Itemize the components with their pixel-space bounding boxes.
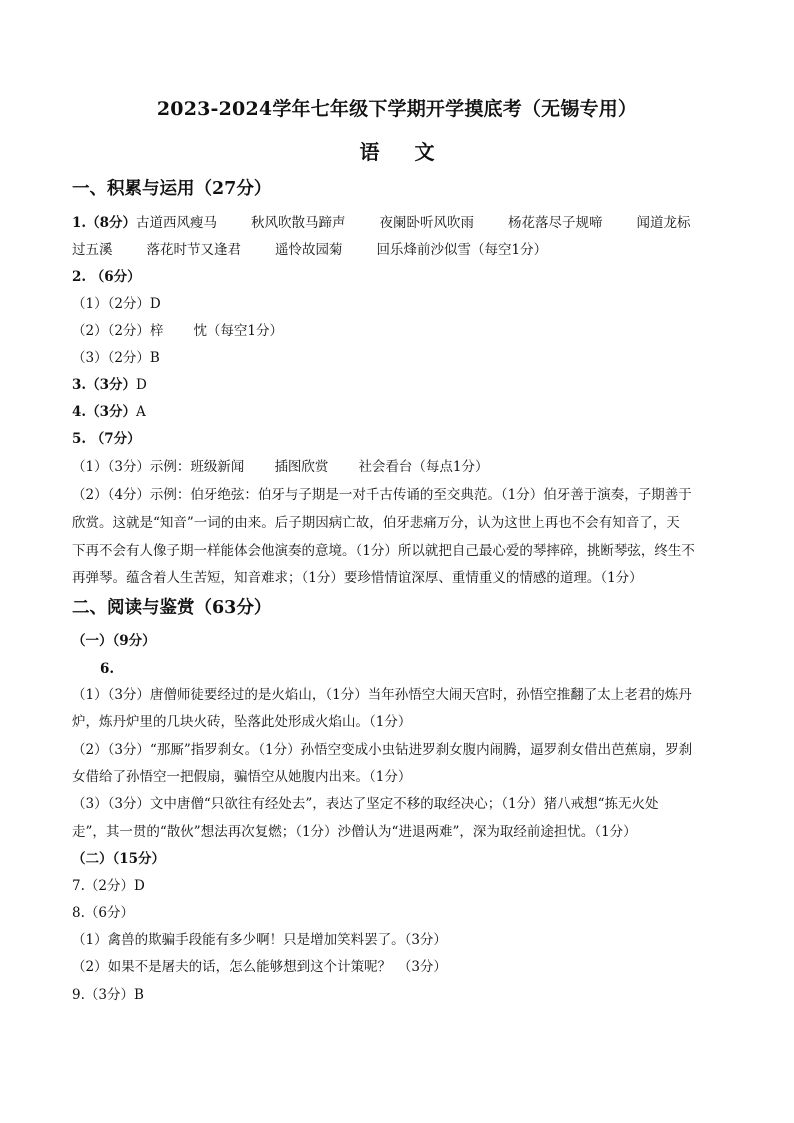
- q1-item: 遥怜故园菊: [275, 242, 343, 258]
- q6-answer-1-line-2: 炉，炼丹炉里的几块火砖，坠落此处形成火焰山。（1分）: [72, 714, 412, 730]
- q5-label: 5. （7分）: [72, 431, 141, 447]
- q1-item: 古道西风瘦马: [136, 215, 217, 231]
- q8-answer-1: （1）禽兽的欺骗手段能有多少啊！只是增加笑料罢了。（3分）: [72, 932, 447, 948]
- q5-answer-2-line-2: 欣赏。这就是“知音”一词的由来。后子期因病亡故，伯牙悲痛万分，认为这世上再也不会有知音了，天: [72, 515, 680, 531]
- q8-line: 8.（6分）: [72, 905, 134, 921]
- section-heading-1: 一、积累与运用（27分）: [72, 179, 272, 199]
- q6-answer-1-line-1: （1）（3分）唐僧师徒要经过的是火焰山，（1分）当年孙悟空大闹天宫时，孙悟空推翻了太上老君的炼丹: [72, 687, 692, 703]
- q5-answer-1: [72, 457, 722, 477]
- q3-line: [72, 375, 722, 395]
- q5-answer-1-mid: 插图欣赏: [274, 459, 329, 475]
- part1-label: （一）（9分）: [72, 633, 156, 649]
- q5-answer-2-line-3: 下再不会有人像子期一样能体会他演奏的意境。（1分）所以就把自己最心爱的琴摔碎，挑断琴弦，终生不: [72, 543, 695, 559]
- q3-answer: D: [136, 377, 147, 393]
- q1-label: 1.（8分）: [72, 215, 136, 231]
- part2-label: （二）（15分）: [72, 851, 166, 867]
- q5-answer-2-line-1: （2）（4分）示例：伯牙绝弦：伯牙与子期是一对千古传诵的至交典范。（1分）伯牙善于演奏，子期善于: [72, 487, 692, 503]
- q2-answer-2-suffix: 忱（每空1分）: [193, 323, 284, 339]
- q1-item: 落花时节又逢君: [146, 242, 241, 258]
- q1-line-1: [72, 213, 722, 233]
- q2-answer-2-prefix: （2）（2分）梓: [72, 323, 164, 339]
- q9-line: 9.（3分）B: [72, 987, 144, 1003]
- q1-item: 秋风吹散马蹄声: [251, 215, 346, 231]
- q2-label: 2. （6分）: [72, 269, 141, 285]
- q2-answer-3: （3）（2分）B: [72, 350, 160, 366]
- document-title: 2023-2024学年七年级下学期开学摸底考（无锡专用）: [156, 98, 638, 120]
- q4-label: 4.（3分）: [72, 404, 136, 420]
- q4-line: [72, 402, 722, 422]
- q1-item: 回乐烽前沙似雪（每空1分）: [376, 242, 548, 258]
- q1-item: 杨花落尽子规啼: [508, 215, 603, 231]
- q6-answer-3-line-2: 走”，其一贯的“散伙”想法再次复燃；（1分）沙僧认为“进退两难”，深为取经前途担忧。（1分）: [72, 824, 637, 840]
- q4-answer: A: [136, 404, 146, 420]
- q3-label: 3.（3分）: [72, 377, 136, 393]
- subject-title: 语 文: [359, 140, 449, 164]
- q6-label: 6.: [100, 661, 115, 677]
- q5-answer-1-prefix: （1）（3分）示例：班级新闻: [72, 459, 245, 475]
- q8-answer-2: （2）如果不是屠夫的话，怎么能够想到这个计策呢？ （3分）: [72, 959, 447, 975]
- section-heading-2: 二、阅读与鉴赏（63分）: [72, 598, 272, 618]
- q6-answer-2-line-1: （2）（3分）“那厮”指罗刹女。（1分）孙悟空变成小虫钻进罗刹女腹内闹腾，逼罗刹女借出芭蕉扇，罗刹: [72, 742, 693, 758]
- q1-item: 闻道龙标: [636, 215, 691, 231]
- q1-item: 夜阑卧听风吹雨: [379, 215, 474, 231]
- q1-item: 过五溪: [72, 242, 113, 258]
- q2-answer-2: [72, 321, 722, 341]
- q2-answer-1: （1）（2分）D: [72, 296, 161, 312]
- q6-answer-2-line-2: 女借给了孙悟空一把假扇，骗悟空从她腹内出来。（1分）: [72, 769, 412, 785]
- q6-answer-3-line-1: （3）（3分）文中唐僧“只欲往有经处去”，表达了坚定不移的取经决心；（1分）猪八戒想“拣无火处: [72, 796, 659, 812]
- q7-line: 7.（2分）D: [72, 878, 145, 894]
- q5-answer-1-suffix: 社会看台（每点1分）: [358, 459, 489, 475]
- q5-answer-2-line-4: 再弹琴。蕴含着人生苦短，知音难求；（1分）要珍惜情谊深厚、重情重义的情感的道理。（1分）: [72, 570, 643, 586]
- q1-line-2: [72, 240, 722, 260]
